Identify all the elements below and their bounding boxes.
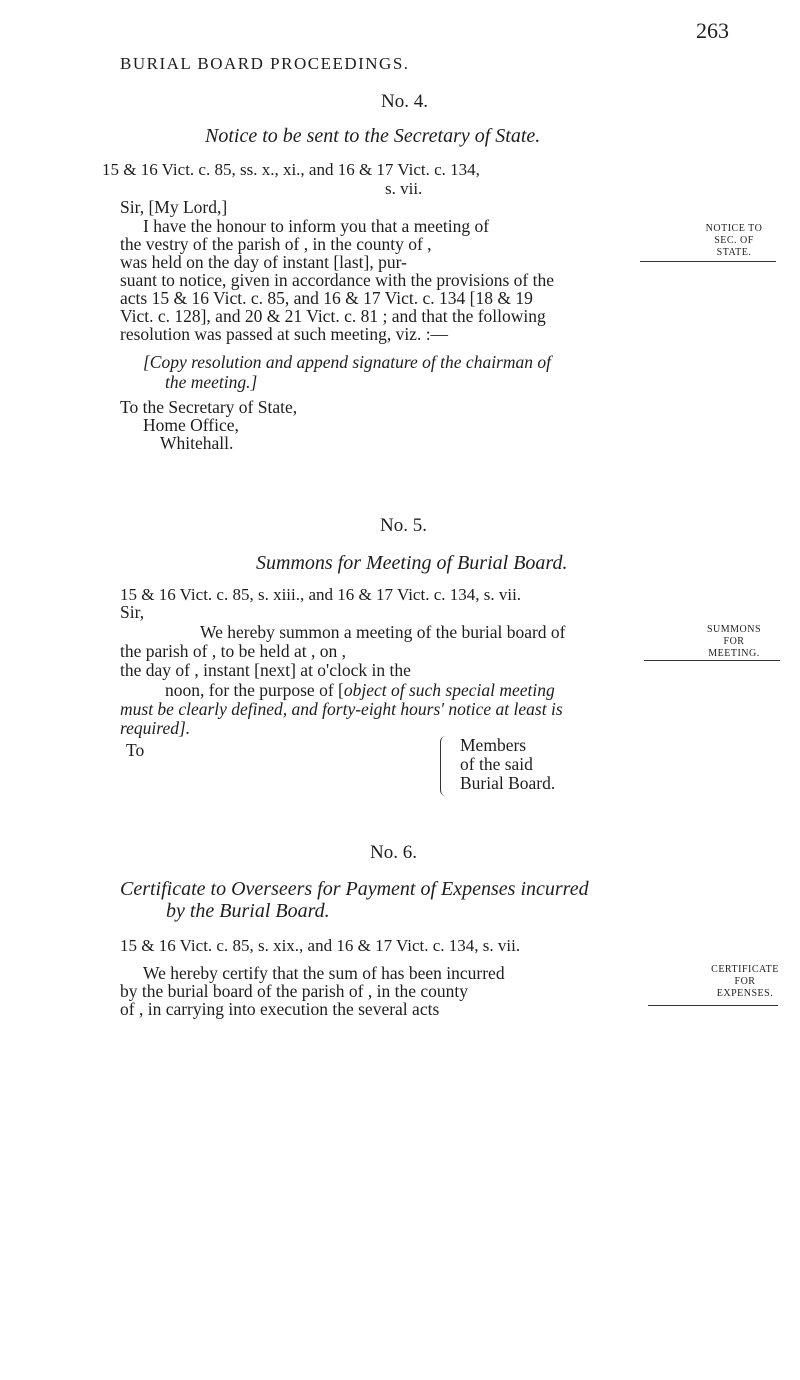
form4-instruction-line1: [Copy resolution and append signature of the chairman of (143, 352, 551, 372)
form4-line: resolution was passed at such meeting, viz. :— (120, 324, 449, 344)
form5-members-line: Burial Board. (460, 773, 556, 793)
form4-line: acts 15 & 16 Vict. c. 85, and 16 & 17 Vict. c. 134 [18 & 19 (120, 288, 533, 308)
form4-address-line: Whitehall. (160, 433, 234, 453)
form6-line: by the burial board of the parish of , in the county (120, 981, 468, 1001)
form4-address-line: Home Office, (143, 415, 239, 435)
form5-salutation: Sir, (120, 602, 145, 622)
form4-line: was held on the day of instant [last], pur- (120, 252, 407, 272)
form4-line: Vict. c. 128], and 20 & 21 Vict. c. 81 ; and that the following (120, 306, 546, 326)
form5-number: No. 5. (380, 515, 427, 536)
form5-to: To (126, 740, 145, 760)
running-head: BURIAL BOARD PROCEEDINGS. (120, 54, 410, 73)
form4-statute-line1: 15 & 16 Vict. c. 85, ss. x., xi., and 16 & 17 Vict. c. 134, (102, 160, 480, 179)
brace (440, 736, 455, 796)
page-number: 263 (696, 18, 729, 43)
form4-margin-note: NOTICE TO SEC. OF STATE. (705, 223, 763, 258)
form4-salutation: Sir, [My Lord,] (120, 197, 228, 217)
margin-rule (648, 1005, 778, 1006)
form6-statute: 15 & 16 Vict. c. 85, s. xix., and 16 & 17 Vict. c. 134, s. vii. (120, 936, 521, 955)
form6-number: No. 6. (370, 842, 417, 863)
form5-line: must be clearly defined, and forty-eight hours' notice at least is (120, 699, 563, 719)
form6-margin-note: CERTIFICATE FOR EXPENSES. (711, 964, 779, 999)
form4-statute-line2: s. vii. (385, 179, 423, 198)
form5-line: the day of , instant [next] at o'clock in the (120, 660, 411, 680)
form6-title-line2: by the Burial Board. (166, 900, 330, 922)
form6-title-line1: Certificate to Overseers for Payment of Expenses incurred (120, 878, 589, 900)
form5-title: Summons for Meeting of Burial Board. (256, 552, 568, 574)
form5-line: the parish of , to be held at , on , (120, 641, 346, 661)
form4-line: the vestry of the parish of , in the county of , (120, 234, 432, 254)
form4-instruction-line2: the meeting.] (165, 372, 258, 392)
form6-line: We hereby certify that the sum of has been incurred (143, 963, 505, 983)
form5-members-line: Members (460, 735, 527, 755)
form4-address-line: To the Secretary of State, (120, 397, 298, 417)
form5-members-line: of the said (460, 754, 533, 774)
form4-line: suant to notice, given in accordance with the provisions of the (120, 270, 554, 290)
form4-title: Notice to be sent to the Secretary of State. (205, 125, 541, 147)
margin-rule (640, 261, 776, 262)
form4-line: I have the honour to inform you that a meeting of (143, 216, 490, 236)
form6-line: of , in carrying into execution the several acts (120, 999, 440, 1019)
margin-rule (644, 660, 780, 661)
form5-statute: 15 & 16 Vict. c. 85, s. xiii., and 16 & 17 Vict. c. 134, s. vii. (120, 585, 522, 604)
form5-margin-note: SUMMONS FOR MEETING. (706, 624, 762, 659)
form5-line: noon, for the purpose of [object of such special meeting (165, 680, 555, 700)
form4-number: No. 4. (381, 91, 428, 112)
form5-line: We hereby summon a meeting of the burial board of (200, 622, 566, 642)
form5-line: required]. (120, 718, 191, 738)
